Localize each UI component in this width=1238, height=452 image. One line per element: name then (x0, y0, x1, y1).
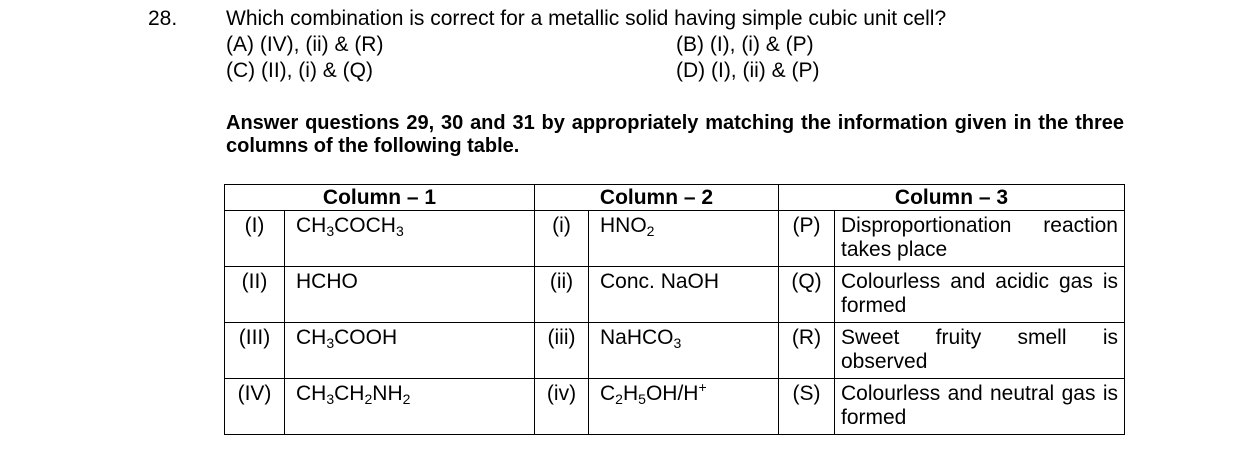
table-row (225, 211, 1125, 267)
option-d: (D) (I), (ii) & (P) (676, 59, 820, 82)
column-2-reagent: NaHCO$_3$ (589, 323, 779, 379)
column-2-index: (ii) (535, 267, 589, 323)
table-row (225, 267, 1125, 323)
table-row (225, 323, 1125, 379)
column-1-compound: $CH_3COCH_3$ (285, 211, 535, 267)
column-3-observation: Colourless and acidic gas is formed (835, 267, 1125, 323)
column-2-index: (iii) (535, 323, 589, 379)
column-3-observation: Colourless and neutral gas is formed (835, 379, 1125, 435)
table-header-row (225, 185, 1125, 211)
option-b: (B) (I), (i) & (P) (676, 33, 814, 56)
column-3-index: (P) (779, 211, 835, 267)
option-a: (A) (IV), (ii) & (R) (226, 33, 384, 56)
question-text: Which combination is correct for a metallic solid having simple cubic unit cell? (226, 7, 947, 30)
option-c: (C) (II), (i) & (Q) (226, 59, 373, 82)
column-1-index: (I) (225, 211, 285, 267)
column-3-index: (S) (779, 379, 835, 435)
column-3-header: Column – 3 (779, 185, 1125, 211)
question-number: 28. (148, 7, 178, 30)
column-2-index: (iv) (535, 379, 589, 435)
column-3-observation: Disproportionation reaction takes place (835, 211, 1125, 267)
table-row (225, 379, 1125, 435)
column-2-index: (i) (535, 211, 589, 267)
matching-table (224, 184, 1125, 435)
column-2-reagent: $HNO_2$ (589, 211, 779, 267)
column-3-index: (R) (779, 323, 835, 379)
column-3-index: (Q) (779, 267, 835, 323)
column-1-index: (III) (225, 323, 285, 379)
instruction-text: Answer questions 29, 30 and 31 by appropriately matching the information given in the three columns of the following table. (226, 112, 1124, 157)
column-1-header: Column – 1 (225, 185, 535, 211)
column-3-observation: Sweet fruity smell is observed (835, 323, 1125, 379)
column-1-compound: HCHO (285, 267, 535, 323)
column-2-reagent: Conc. NaOH (589, 267, 779, 323)
column-1-index: (IV) (225, 379, 285, 435)
column-1-compound: $CH_3COOH$ (285, 323, 535, 379)
column-2-header: Column – 2 (535, 185, 779, 211)
column-2-reagent: $C_2H_5OH/H^+$ (589, 379, 779, 435)
column-1-index: (II) (225, 267, 285, 323)
column-1-compound: $CH_3CH_2NH_2$ (285, 379, 535, 435)
